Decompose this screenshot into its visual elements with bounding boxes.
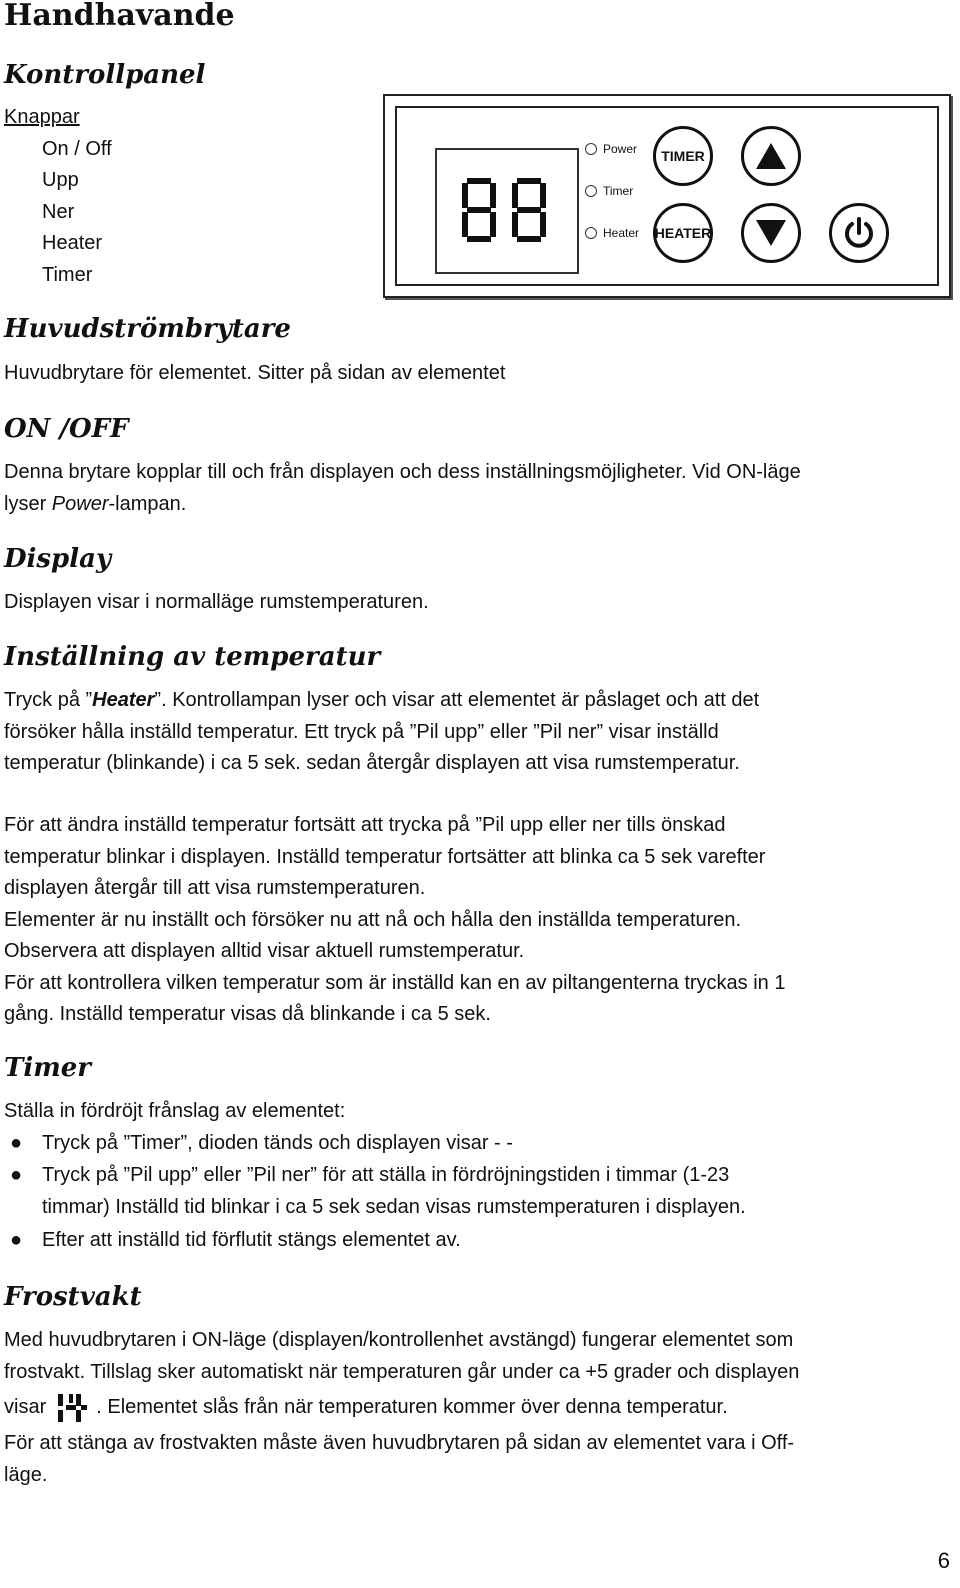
lamp-power	[585, 142, 637, 156]
text-span: lyser	[4, 492, 52, 515]
frostvakt-line: Med huvudbrytaren i ON-läge (displayen/kontrollenhet avstängd) fungerar elementet som	[4, 1329, 794, 1351]
installning-para1	[4, 685, 954, 780]
installning-line: Observera att displayen alltid visar aktuell rumstemperatur.	[4, 940, 525, 962]
heater-emphasis: Heater	[92, 689, 155, 711]
triangle-down-icon	[754, 218, 788, 248]
installning-line: temperatur blinkar i displayen. Inställd temperatur fortsätter att blinka ca 5 sek varefter	[4, 845, 766, 868]
bullet-item	[4, 1160, 954, 1223]
timer-button: TIMER	[653, 126, 713, 186]
arrow-up-button	[741, 126, 801, 186]
installning-line: displayen återgår till att visa rumstemperaturen.	[4, 877, 426, 899]
frost-display-icon	[54, 1392, 90, 1424]
onoff-line: Denna brytare kopplar till och från displayen och dess inställningsmöjligheter. Vid ON-läge	[4, 461, 801, 483]
heading-frostvakt: Frostvakt	[4, 1282, 142, 1312]
frostvakt-line: frostvakt. Tillslag sker automatiskt när temperaturen går under ca +5 grader och displayen	[4, 1360, 800, 1383]
bullet-text: timmar) Inställd tid blinkar i ca 5 sek sedan visas rumstemperaturen i displayen.	[42, 1195, 746, 1218]
knappar-label: Knappar	[4, 106, 80, 128]
heading-timer: Timer	[4, 1053, 91, 1083]
knapp-item: Heater	[42, 232, 103, 254]
bullet-text: Tryck på ”Pil upp” eller ”Pil ner” för att ställa in fördröjningstiden i timmar (1-23	[42, 1164, 730, 1186]
knapp-item: On / Off	[42, 137, 112, 160]
installning-line	[4, 685, 954, 717]
display-text: Displayen visar i normalläge rumstemperaturen.	[4, 591, 429, 613]
frostvakt-line	[4, 1388, 954, 1428]
frostvakt-line: läge.	[4, 1463, 48, 1486]
frostvakt-text	[4, 1325, 954, 1491]
lamp-label: Heater	[603, 226, 640, 240]
triangle-up-icon	[754, 141, 788, 171]
seven-segment-digits-icon	[437, 150, 577, 272]
heading-huvudstrombrytare: Huvudströmbrytare	[4, 314, 291, 344]
power-icon	[841, 215, 877, 251]
led-icon	[585, 143, 597, 155]
bullet-icon: ●	[10, 1229, 23, 1251]
panel-display	[435, 148, 579, 274]
huvudstrombrytare-text: Huvudbrytare för elementet. Sitter på sidan av elementet	[4, 362, 506, 384]
bullet-icon: ●	[10, 1132, 23, 1154]
installning-line: Elementer är nu inställt och försöker nu att nå och hålla den inställda temperaturen.	[4, 908, 742, 931]
lamp-label: Timer	[603, 184, 634, 198]
text-span: visar	[4, 1396, 47, 1419]
installning-line: För att ändra inställd temperatur fortsätt att trycka på ”Pil upp eller ner tills önskad	[4, 814, 726, 836]
bullet-item	[4, 1128, 954, 1160]
bullet-text: Tryck på ”Timer”, dioden tänds och displayen visar - -	[42, 1132, 513, 1154]
arrow-down-button	[741, 203, 801, 263]
installning-para2	[4, 810, 954, 1031]
text-span: . Elementet slås från när temperaturen kommer över denna temperatur.	[96, 1396, 728, 1419]
knapp-item: Timer	[42, 263, 93, 286]
onoff-text	[4, 457, 954, 520]
installning-line: För att kontrollera vilken temperatur som är inställd kan en av piltangenterna tryckas in 1	[4, 971, 786, 994]
lamp-heater	[585, 226, 639, 240]
knapp-item: Ner	[42, 200, 75, 223]
installning-line: temperatur (blinkande) i ca 5 sek. sedan återgår displayen att visa rumstemperatur.	[4, 752, 740, 774]
led-icon	[585, 227, 597, 239]
frostvakt-line: För att stänga av frostvakten måste även huvudbrytaren på sidan av elementet vara i Off-	[4, 1432, 795, 1454]
bullet-icon: ●	[10, 1164, 23, 1186]
heading-onoff: ON /OFF	[4, 414, 129, 444]
installning-line: försöker hålla inställd temperatur. Ett tryck på ”Pil upp” eller ”Pil ner” visar inställd	[4, 720, 719, 743]
heater-button: HEATER	[653, 203, 713, 263]
page-title: Handhavande	[4, 0, 235, 33]
knapp-item: Upp	[42, 169, 79, 191]
bullet-item	[4, 1225, 954, 1257]
bullet-text: Efter att inställd tid förflutit stängs elementet av.	[42, 1229, 461, 1251]
text-span: ”. Kontrollampan lyser och visar att elementet är påslaget och att det	[154, 689, 760, 711]
text-span: Tryck på ”	[4, 689, 93, 711]
timer-intro: Ställa in fördröjt frånslag av elementet:	[4, 1100, 346, 1122]
onoff-line	[4, 489, 954, 521]
control-panel-figure	[383, 94, 951, 298]
heading-kontrollpanel: Kontrollpanel	[4, 60, 206, 90]
led-icon	[585, 185, 597, 197]
lamp-label: Power	[603, 142, 638, 156]
page-number: 6	[937, 1548, 950, 1573]
control-panel-face	[395, 106, 939, 286]
power-emphasis: Power	[51, 492, 109, 515]
lamp-timer	[585, 184, 633, 198]
power-button	[829, 203, 889, 263]
heading-installning: Inställning av temperatur	[4, 642, 381, 672]
heading-display: Display	[4, 544, 112, 574]
installning-line: gång. Inställd temperatur visas då blinkande i ca 5 sek.	[4, 1003, 491, 1025]
text-span: -lampan.	[108, 492, 187, 515]
